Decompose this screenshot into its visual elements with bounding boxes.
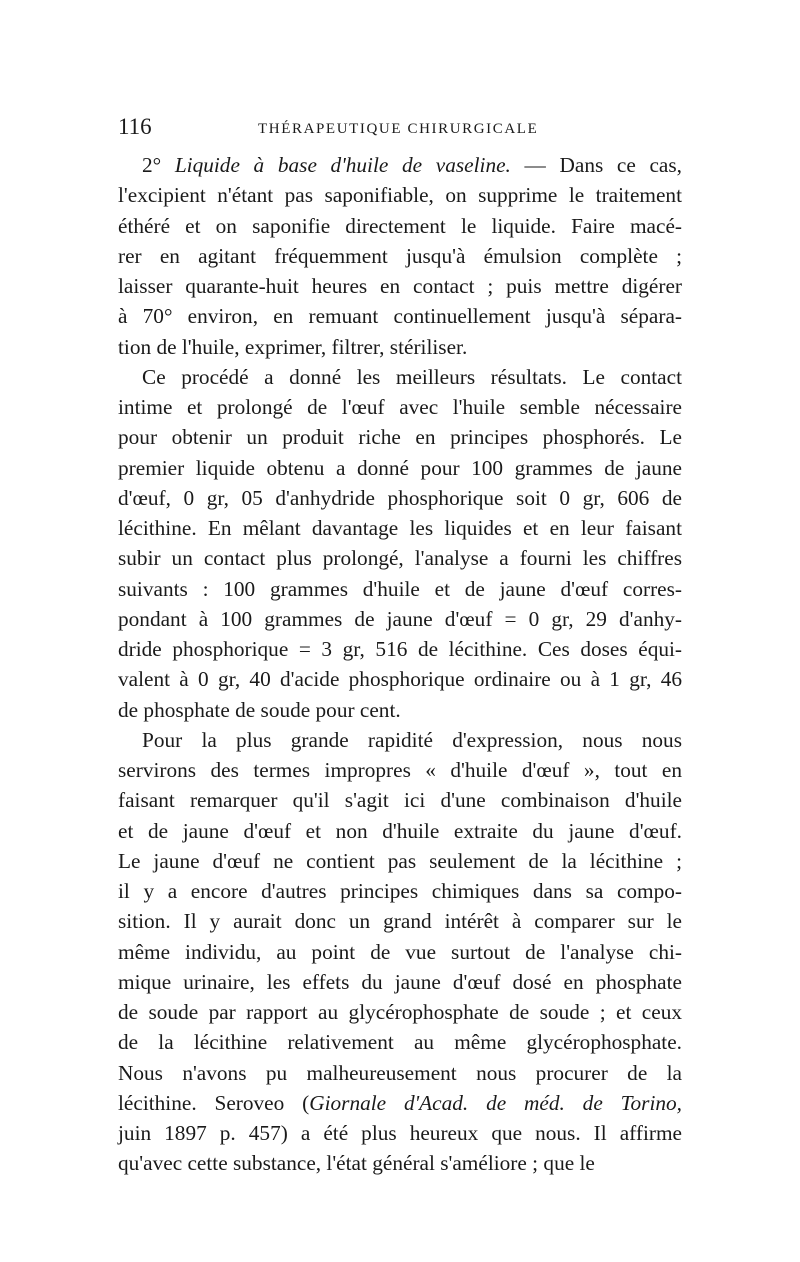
paragraph bbox=[118, 362, 682, 725]
paragraph bbox=[118, 150, 682, 362]
text-line bbox=[118, 150, 682, 180]
text-segment: servirons des termes impropres « d'huile d'œuf », tout en bbox=[118, 758, 682, 782]
italic-segment: Giornale d'Acad. de méd. de Torino, bbox=[309, 1090, 682, 1115]
text-line bbox=[118, 634, 682, 664]
text-line bbox=[118, 301, 682, 331]
text-line bbox=[118, 332, 682, 362]
text-line bbox=[118, 937, 682, 967]
text-line bbox=[118, 906, 682, 936]
text-segment: qu'avec cette substance, l'état général s'améliore ; que le bbox=[118, 1151, 595, 1176]
text-segment: de soude par rapport au glycérophosphate de soude ; et ceux bbox=[118, 1000, 682, 1024]
running-head bbox=[118, 112, 682, 142]
text-line bbox=[118, 362, 682, 392]
text-line bbox=[118, 1148, 682, 1178]
text-line bbox=[118, 967, 682, 997]
text-segment: subir un contact plus prolongé, l'analyse a fourni les chiffres bbox=[118, 546, 682, 571]
text-line bbox=[118, 392, 682, 422]
text-line bbox=[118, 180, 682, 210]
text-line bbox=[118, 846, 682, 876]
text-line bbox=[118, 574, 682, 604]
text-segment: faisant remarquer qu'il s'agit ici d'une combinaison d'huile bbox=[118, 788, 682, 813]
text-segment: rer en agitant fréquemment jusqu'à émulsion complète ; bbox=[118, 243, 682, 268]
text-line bbox=[118, 241, 682, 271]
text-segment: juin 1897 p. 457) a été plus heureux que nous. Il affirme bbox=[118, 1121, 682, 1145]
page-number: 116 bbox=[118, 114, 152, 139]
italic-segment: Liquide à base d'huile de vaseline. bbox=[174, 153, 511, 177]
text-segment: lécithine. En mêlant davantage les liquides et en leur faisant bbox=[118, 516, 682, 540]
text-line bbox=[118, 1118, 682, 1148]
text-segment: 2° bbox=[142, 153, 175, 177]
text-segment: suivants : 100 grammes d'huile et de jaune d'œuf corres- bbox=[118, 576, 682, 601]
text-segment: Ce procédé a donné les meilleurs résultats. Le contact bbox=[142, 364, 682, 389]
text-segment: pondant à 100 grammes de jaune d'œuf = 0 gr, 29 d'anhy- bbox=[118, 606, 682, 631]
text-line bbox=[118, 453, 682, 483]
text-line bbox=[118, 1058, 682, 1088]
text-segment: sition. Il y aurait donc un grand intérêt à comparer sur le bbox=[118, 909, 682, 934]
text-segment: à 70° environ, en remuant continuellement jusqu'à sépara- bbox=[118, 304, 682, 329]
text-line bbox=[118, 664, 682, 694]
text-segment: Pour la plus grande rapidité d'expression, nous nous bbox=[142, 727, 682, 752]
text-segment: dride phosphorique = 3 gr, 516 de lécithine. Ces doses équi- bbox=[118, 637, 682, 661]
text-segment: de phosphate de soude pour cent. bbox=[118, 697, 401, 722]
text-segment: l'excipient n'étant pas saponifiable, on supprime le traitement bbox=[118, 183, 682, 208]
book-page bbox=[118, 112, 682, 1179]
text-segment: laisser quarante-huit heures en contact ; puis mettre digérer bbox=[118, 274, 682, 298]
text-segment: il y a encore d'autres principes chimiques dans sa compo- bbox=[118, 879, 682, 903]
text-segment: et de jaune d'œuf et non d'huile extraite du jaune d'œuf. bbox=[118, 818, 682, 843]
text-line bbox=[118, 816, 682, 846]
text-line bbox=[118, 997, 682, 1027]
text-segment: Le jaune d'œuf ne contient pas seulement de la lécithine ; bbox=[118, 848, 682, 873]
text-line bbox=[118, 483, 682, 513]
text-line bbox=[118, 785, 682, 815]
text-line bbox=[118, 513, 682, 543]
text-segment: mique urinaire, les effets du jaune d'œuf dosé en phosphate bbox=[118, 969, 682, 994]
text-segment: — Dans ce cas, bbox=[510, 153, 682, 177]
text-segment: éthéré et on saponifie directement le liquide. Faire macé- bbox=[118, 213, 682, 238]
text-line bbox=[118, 271, 682, 301]
text-segment: tion de l'huile, exprimer, filtrer, stériliser. bbox=[118, 334, 468, 359]
text-line bbox=[118, 725, 682, 755]
body-text bbox=[118, 150, 682, 1179]
text-line bbox=[118, 543, 682, 573]
text-segment: pour obtenir un produit riche en principes phosphorés. Le bbox=[118, 425, 682, 450]
text-segment: d'œuf, 0 gr, 05 d'anhydride phosphorique soit 0 gr, 606 de bbox=[118, 485, 682, 510]
text-segment: de la lécithine relativement au même glycérophosphate. bbox=[118, 1030, 682, 1055]
paragraph bbox=[118, 725, 682, 1179]
text-segment: Nous n'avons pu malheureusement nous procurer de la bbox=[118, 1060, 682, 1085]
text-line bbox=[118, 695, 682, 725]
text-line bbox=[118, 876, 682, 906]
running-title: THÉRAPEUTIQUE CHIRURGICALE bbox=[258, 121, 539, 137]
text-line bbox=[118, 422, 682, 452]
text-segment: premier liquide obtenu a donné pour 100 grammes de jaune bbox=[118, 455, 682, 480]
text-segment: lécithine. Seroveo ( bbox=[118, 1090, 310, 1115]
text-segment: même individu, au point de vue surtout de l'analyse chi- bbox=[118, 939, 682, 964]
text-line bbox=[118, 604, 682, 634]
text-line bbox=[118, 1088, 682, 1118]
text-line bbox=[118, 755, 682, 785]
text-line bbox=[118, 1027, 682, 1057]
text-line bbox=[118, 211, 682, 241]
text-segment: valent à 0 gr, 40 d'acide phosphorique ordinaire ou à 1 gr, 46 bbox=[118, 667, 682, 692]
text-segment: intime et prolongé de l'œuf avec l'huile semble nécessaire bbox=[118, 395, 682, 419]
